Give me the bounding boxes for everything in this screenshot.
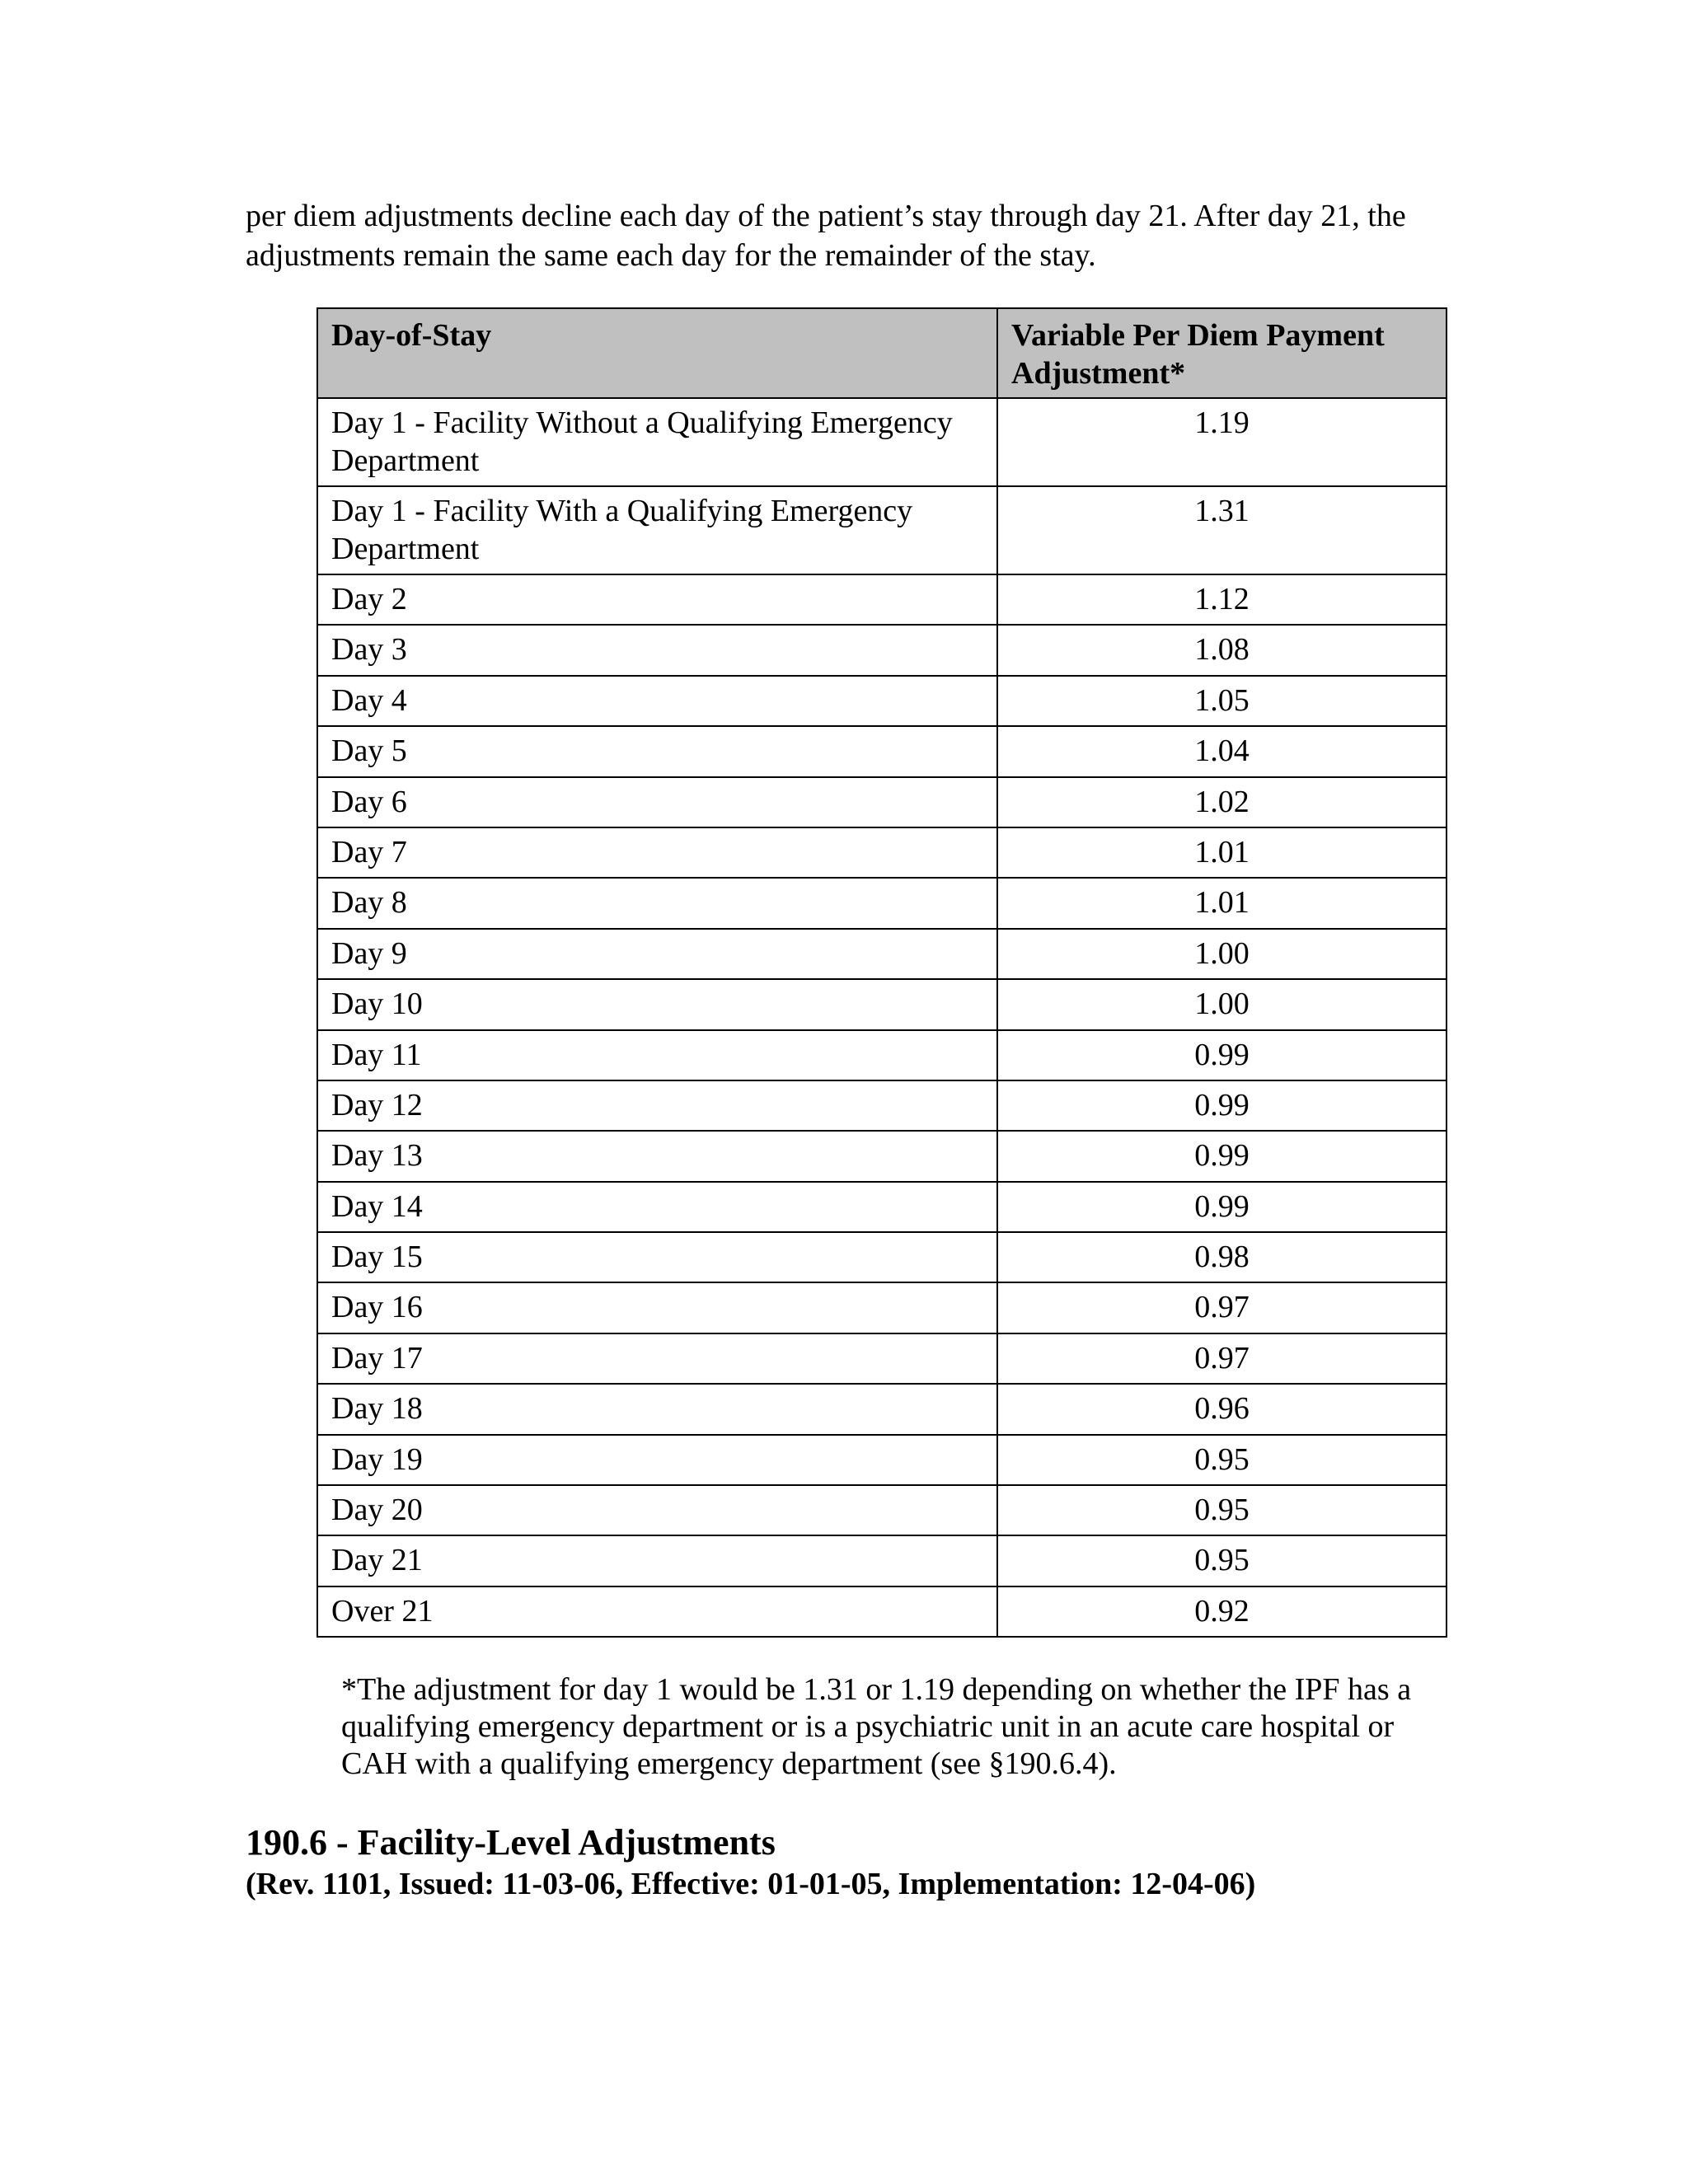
value-cell: 0.95	[997, 1435, 1447, 1485]
value-cell: 0.99	[997, 1030, 1447, 1080]
day-cell: Day 14	[317, 1182, 997, 1232]
day-cell: Day 5	[317, 726, 997, 776]
day-cell: Day 1 - Facility Without a Qualifying Emergency Department	[317, 398, 997, 486]
day-cell: Day 11	[317, 1030, 997, 1080]
intro-paragraph: per diem adjustments decline each day of the patient’s stay through day 21. After day 21, the adjustments remain the same each day for the remainder of the stay.	[246, 199, 1406, 273]
day-cell: Day 16	[317, 1282, 997, 1333]
day-cell: Day 18	[317, 1384, 997, 1434]
table-row	[317, 486, 1447, 574]
table-row	[317, 777, 1447, 827]
day-cell: Day 8	[317, 878, 997, 928]
section-heading: 190.6 - Facility-Level Adjustments	[246, 1822, 776, 1863]
value-cell: 0.97	[997, 1282, 1447, 1333]
value-cell: 1.00	[997, 929, 1447, 979]
value-cell: 1.04	[997, 726, 1447, 776]
day-cell: Day 7	[317, 827, 997, 878]
table-row	[317, 979, 1447, 1029]
section-revision-line: (Rev. 1101, Issued: 11-03-06, Effective: 01-01-05, Implementation: 12-04-06)	[246, 1867, 1256, 1901]
day-cell: Day 4	[317, 676, 997, 726]
value-cell: 0.95	[997, 1535, 1447, 1586]
table-row	[317, 1232, 1447, 1282]
day-cell: Day 12	[317, 1080, 997, 1131]
table-row	[317, 676, 1447, 726]
value-cell: 0.96	[997, 1384, 1447, 1434]
day-cell: Day 13	[317, 1131, 997, 1181]
day-cell: Day 10	[317, 979, 997, 1029]
value-cell: 0.99	[997, 1131, 1447, 1181]
value-cell: 1.00	[997, 979, 1447, 1029]
day-cell: Day 19	[317, 1435, 997, 1485]
value-cell: 0.95	[997, 1485, 1447, 1535]
table-row	[317, 1435, 1447, 1485]
table-row	[317, 878, 1447, 928]
day-cell: Day 1 - Facility With a Qualifying Emergency Department	[317, 486, 997, 574]
table-row	[317, 398, 1447, 486]
day-cell: Day 6	[317, 777, 997, 827]
table-row	[317, 1333, 1447, 1384]
value-cell: 1.01	[997, 827, 1447, 878]
value-cell: 0.92	[997, 1586, 1447, 1637]
value-cell: 1.12	[997, 574, 1447, 625]
table-row	[317, 929, 1447, 979]
value-cell: 1.31	[997, 486, 1447, 574]
header-adjustment: Variable Per Diem Payment Adjustment*	[997, 308, 1447, 398]
table-row	[317, 1485, 1447, 1535]
value-cell: 0.97	[997, 1333, 1447, 1384]
value-cell: 0.99	[997, 1182, 1447, 1232]
table-row	[317, 1030, 1447, 1080]
value-cell: 1.08	[997, 625, 1447, 675]
value-cell: 1.02	[997, 777, 1447, 827]
table-row	[317, 827, 1447, 878]
table-header-row	[317, 308, 1447, 398]
table-row	[317, 1384, 1447, 1434]
value-cell: 1.19	[997, 398, 1447, 486]
day-cell: Day 17	[317, 1333, 997, 1384]
value-cell: 0.98	[997, 1232, 1447, 1282]
value-cell: 0.99	[997, 1080, 1447, 1131]
day-cell: Day 3	[317, 625, 997, 675]
table-row	[317, 625, 1447, 675]
day-cell: Day 9	[317, 929, 997, 979]
table-row	[317, 1131, 1447, 1181]
value-cell: 1.05	[997, 676, 1447, 726]
day-cell: Day 2	[317, 574, 997, 625]
header-day-of-stay: Day-of-Stay	[317, 308, 997, 398]
table-row	[317, 1535, 1447, 1586]
per-diem-adjustment-table	[316, 307, 1447, 1638]
day-cell: Day 20	[317, 1485, 997, 1535]
table-footnote: *The adjustment for day 1 would be 1.31 or 1.19 depending on whether the IPF has a qualifying emergency department or is a psychiatric unit in an acute care hospital or CAH with a qualifying emergency department (see §190.6.4).	[341, 1672, 1412, 1781]
table-row	[317, 726, 1447, 776]
table-row	[317, 1586, 1447, 1637]
table-row	[317, 574, 1447, 625]
table-row	[317, 1182, 1447, 1232]
day-cell: Day 21	[317, 1535, 997, 1586]
day-cell: Over 21	[317, 1586, 997, 1637]
table-row	[317, 1282, 1447, 1333]
value-cell: 1.01	[997, 878, 1447, 928]
table-row	[317, 1080, 1447, 1131]
day-cell: Day 15	[317, 1232, 997, 1282]
